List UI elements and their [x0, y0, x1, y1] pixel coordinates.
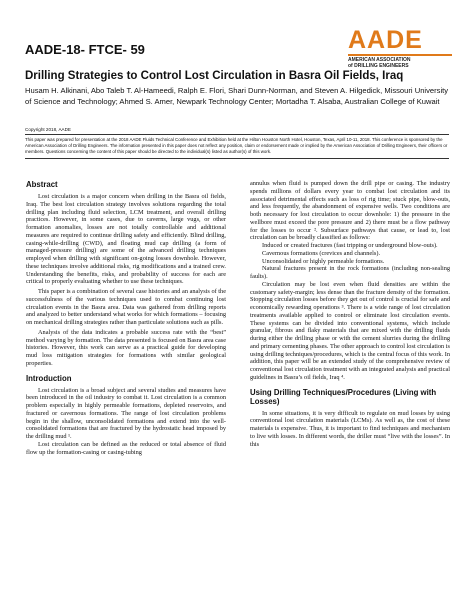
logo-wordmark: AADE [348, 26, 423, 54]
section-heading: Using Drilling Techniques/Procedures (Living with Losses) [250, 387, 437, 406]
abstract-paragraph: Lost circulation is a major concern when drilling in the Basra oil fields, Iraq. The best lost circulation strategy involves solutions regarding the total drilling plan including fluid selection, LCM treatment, and overall drilling practices. However, in some cases, due to caverns, large vugs, or other formation anomalies, losses are not totally controllable and additional measures are required to continue drilling safety and efficiently. Blind drilling, casing-while-drilling (CWD), and floating mud cap drilling (a form of managed-pressure drilling) are some of the advanced drilling techniques employed when drilling with significant on-going losses downhole. However, these techniques involve additional risks, rig modifications and a trained crew. Understanding the benefits, risks, and probability of success for each are critical to properly evaluating whether to use these techniques. [26, 193, 226, 286]
logo-rule [348, 54, 452, 56]
abstract-paragraph: This paper is a combination of several case histories and an analysis of the successfulness of the various techniques used to combat continuing lost circulation events in the Basra area. Data was gathered from drilling reports and analyzed to better understand what works for which formations – focusing on mechanical drilling strategies rather than particulate solutions such as pills. [26, 288, 226, 326]
pathway-list-item: Unconsolidated or highly permeable formations. [262, 257, 385, 265]
aade-logo [346, 27, 456, 71]
right-column [250, 180, 450, 448]
notice-top-rule [25, 134, 449, 135]
author-list: Husam H. Alkinani, Abo Taleb T. Al-Hameedi, Ralph E. Flori, Shari Dunn-Norman, and Steven A. Hilgedick, Missouri University of Science and Technology; Ahmed S. Amer, Newpark Technology Center; Mortadha T. Alsaba, Australian College of Kuwait [25, 86, 449, 106]
conference-notice: This paper was prepared for presentation at the 2018 AADE Fluids Technical Conference and Exhibition held at the Hilton Houston North Hotel, Houston, Texas, April 10-11, 2018. This conference is sponsored by the American Association of Drilling Engineers. The information presented in this paper does not reflect any position, claim or endorsement made or implied by the American Association of Drilling Engineers, their officers or members. Questions concerning the content of this paper should be directed to the individual(s) listed as author(s) of this work. [25, 137, 448, 154]
introduction-heading: Introduction [26, 373, 72, 383]
intro-paragraph: Lost circulation can be defined as the reduced or total absence of fluid flow up the formation-casing or casing-tubing [26, 440, 226, 456]
abstract-heading: Abstract [26, 180, 58, 189]
pathway-list-item: Cavernous formations (crevices and channels). [262, 249, 381, 257]
paper-title: Drilling Strategies to Control Lost Circulation in Basra Oil Fields, Iraq [25, 70, 404, 82]
intro-paragraph: Lost circulation is a broad subject and several studies and measures have been introduced in the oil industry to combat it. Lost circulation is a common problem especially in highly permeable formations, depleted reservoirs, and fractured or cavernous formations. The range of lost circulation problems begin in the shallow, unconsolidated formations and extend into the well-consolidated formations that are fractured by the hydrostatic head imposed by the drilling mud ¹. [26, 386, 226, 440]
body-paragraph: Circulation may be lost even when fluid densities are within the customary safety-margin; less dense than the fracture density of the formation. Stopping circulation losses before they get out of control is crucial for safe and economically rewarding operations ³. There is a wide range of lost circulation treatments available applied to control or eliminate lost circulation events. These systems can be divided into conventional systems, which include granular, fibrous and flaky materials that are mixed with the drilling fluids during either the drilling phase or with the cement slurries during the drilling and primary cementing phases. The other approach to control lost circulation is using drilling techniques/procedures, which is the central focus of this work. In addition, this paper will be an extended study of the comprehensive review of conventional lost circulation treatment with an integrated analysis and practical guidelines in Basra’s oil fields, Iraq ⁴. [250, 280, 450, 381]
left-column [26, 180, 226, 456]
copyright-line: Copyright 2018, AADE [25, 127, 71, 132]
paper-id: AADE-18- FTCE- 59 [25, 42, 145, 57]
pathway-list-item: Induced or created fractures (fast tripping or underground blow-outs). [262, 242, 438, 249]
abstract-paragraph: Analysis of the data indicates a probable success rate with the “best” method varying by formation. The data presented is focused on Basra area case histories. However, this work can serve as a practical guide for developing mud loss mitigation strategies for formations with similar geological properties. [26, 328, 226, 367]
pathway-list-item: Natural fractures present in the rock formations (including non-sealing faults). [250, 265, 450, 280]
body-paragraph: In some situations, it is very difficult to regulate on mud losses by using conventional lost circulation materials (LCMs). As well as, the cost of these materials is expensive. Thus, it is important to find techniques and mechanism to live with losses. In different words, the driller must “live with the losses”. In this [250, 409, 450, 448]
logo-subtitle: AMERICAN ASSOCIATION of DRILLING ENGINEERS [348, 57, 411, 69]
notice-bottom-rule [25, 158, 449, 159]
body-paragraph: annulus when fluid is pumped down the drill pipe or casing. The industry spends millions of dollars every year to combat lost circulation and its associated detrimental effects such as loss of rig time; stuck pipe, blow-outs, and less frequently, the abandonment of expensive wells. Two conditions are both necessary for lost circulation to occur downhole: 1) the pressure in the wellbore must exceed the pore pressure and 2) there must be a flow pathway for the losses to occur ². Subsurface pathways that cause, or lead to, lost circulation can be broadly classified as follows: [250, 180, 450, 242]
